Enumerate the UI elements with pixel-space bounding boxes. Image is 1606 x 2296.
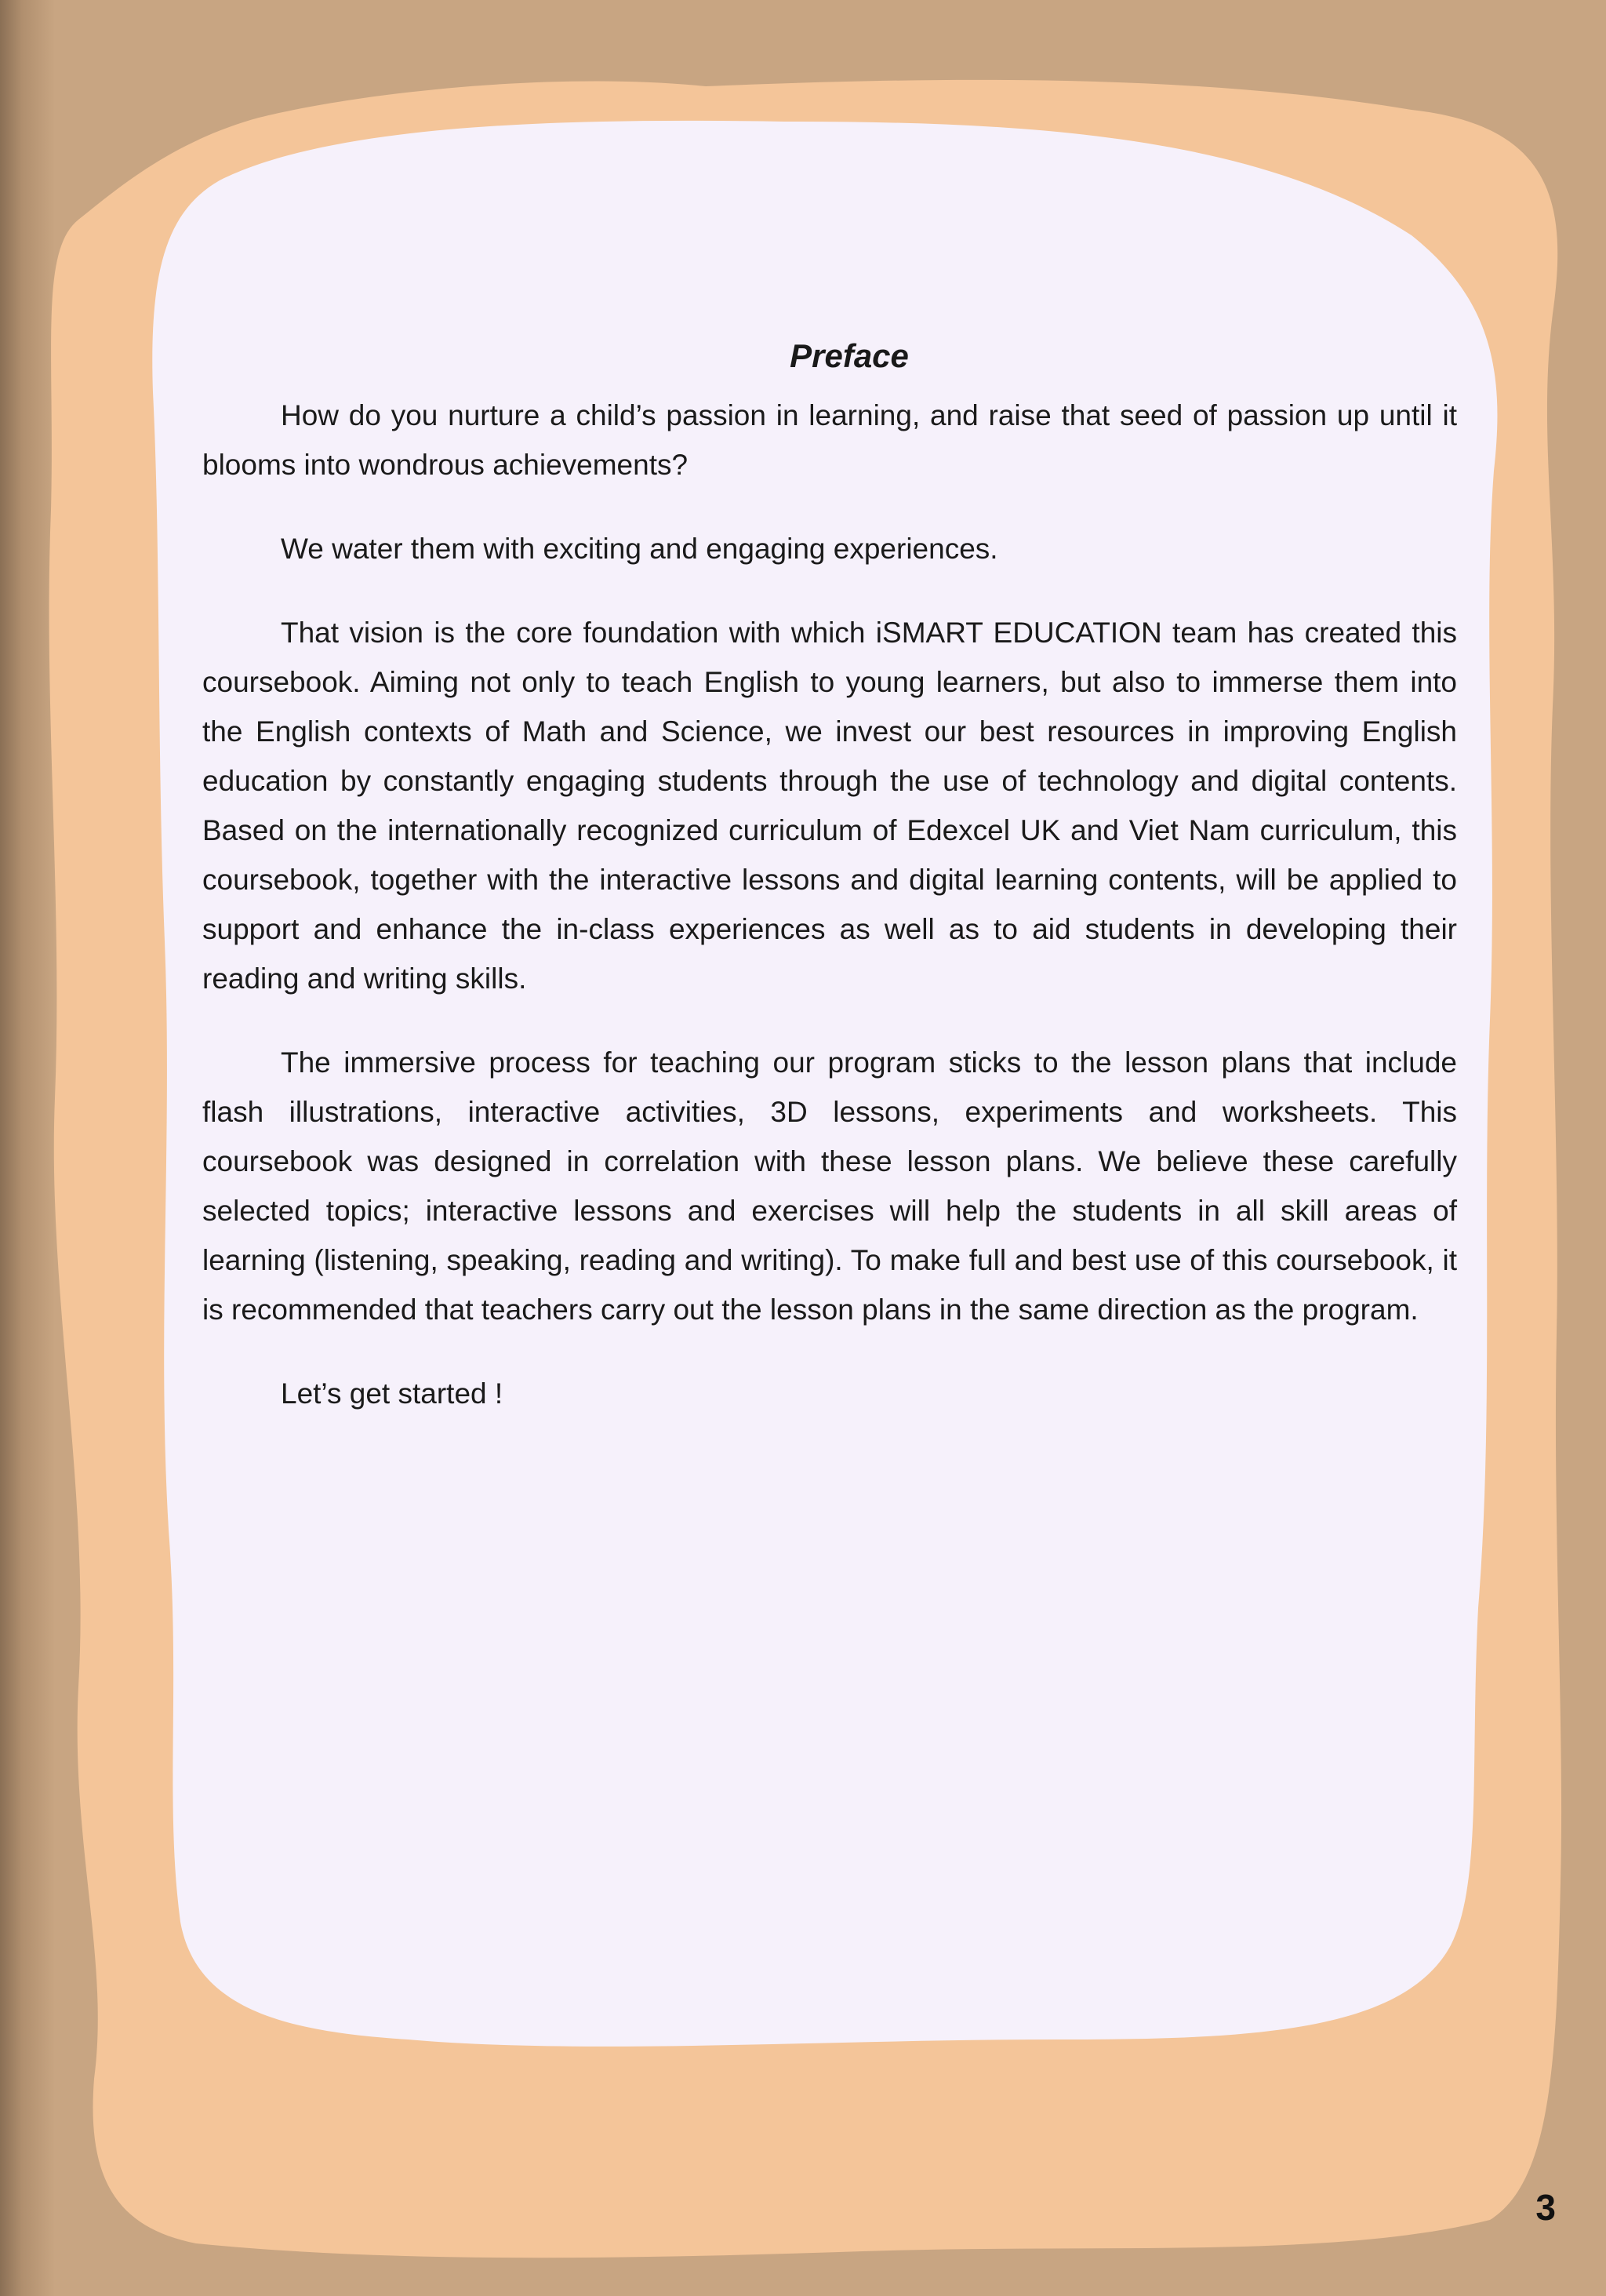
paragraph-2: We water them with exciting and engaging experiences. bbox=[281, 533, 998, 565]
paragraph-5: Let’s get started ! bbox=[281, 1377, 503, 1410]
paragraph-3: That vision is the core foundation with which iSMART EDUCATION team has created this coursebook. Aiming not only to teach English to young learners, but also to immerse them into the English contexts of Math and Science, we invest our best resources in improving English education by constantly engaging students through the use of technology and digital contents. Based on the internationally recognized curriculum of Edexcel UK and Viet Nam curriculum, this coursebook, together with the interactive lessons and digital learning contents, will be applied to support and enhance the in-class experiences as well as to aid students in developing their reading and writing skills. bbox=[202, 617, 1457, 995]
paragraph-4: The immersive process for teaching our program sticks to the lesson plans that include flash illustrations, interactive activities, 3D lessons, experiments and worksheets. This coursebook was designed in correlation with these lesson plans. We believe these carefully selected topics; interactive lessons and exercises will help the students in all skill areas of learning (listening, speaking, reading and writing). To make full and best use of this coursebook, it is recommended that teachers carry out the lesson plans in the same direction as the program. bbox=[202, 1046, 1457, 1326]
preface-content bbox=[202, 337, 1457, 1453]
paragraph-1: How do you nurture a child’s passion in learning, and raise that seed of passion up until it blooms into wondrous achievements? bbox=[202, 399, 1457, 481]
page-number: 3 bbox=[1535, 2187, 1556, 2228]
page-title: Preface bbox=[790, 337, 909, 374]
